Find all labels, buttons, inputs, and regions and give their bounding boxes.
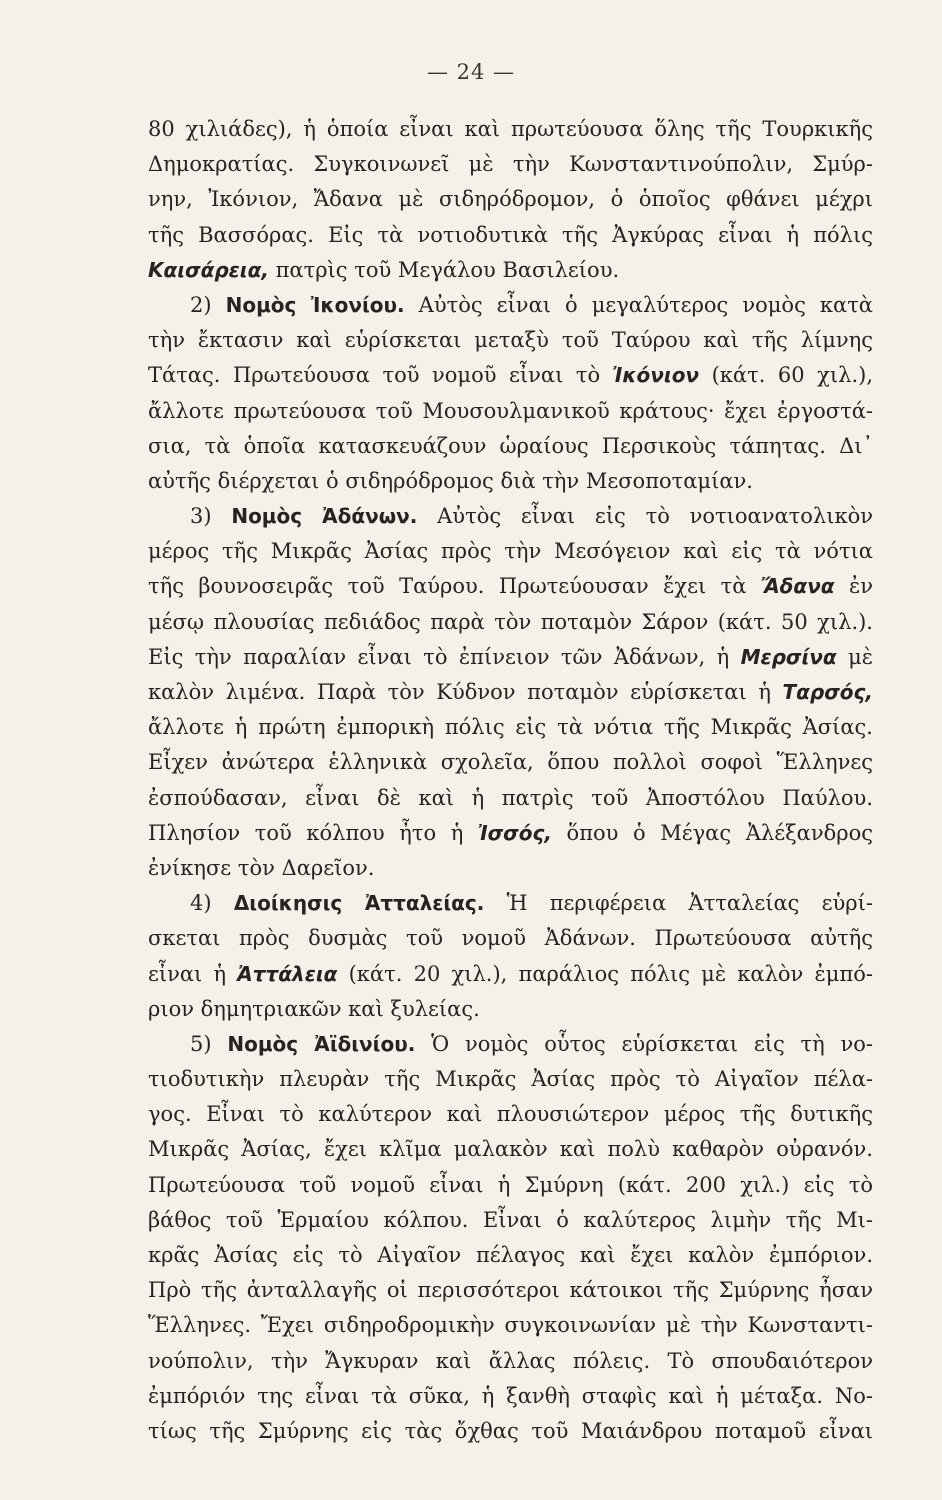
text-line [148,1379,873,1414]
text-run: Ἡ περιφέρεια Ἀτταλείας εὑρί- [484,891,873,916]
text-run: τὴν ἔκτασιν καὶ εὑρίσκεται μεταξὺ τοῦ Ταύρου καὶ τῆς λίμνης [148,328,873,353]
text-run: νην, Ἰκόνιον, Ἄδανα μὲ σιδηρόδρομον, ὁ ὁποῖος φθάνει μέχρι [148,187,873,212]
text-run: 4) [190,891,234,916]
text-run: Πλησίον τοῦ κόλπου ἦτο ἡ [148,820,478,845]
text-run: Πρωτεύουσα τοῦ νομοῦ εἶναι ἡ Σμύρνη (κάτ. 200 χιλ.) εἰς τὸ [148,1172,873,1197]
text-line [148,112,873,147]
text-run: (κάτ. 60 χιλ.), [699,363,873,388]
body-text [148,112,873,1449]
text-line [148,957,873,992]
text-run: σια, τὰ ὁποῖα κατασκευάζουν ὡραίους Περσικοὺς τάπητας. Δι᾿ [148,433,873,458]
text-line [148,992,873,1027]
text-run: (κάτ. 20 χιλ.), παράλιος πόλις μὲ καλὸν ἐμπό- [337,961,873,986]
text-run: ριον δημητριακῶν καὶ ξυλείας. [148,996,480,1021]
text-line [148,675,873,710]
text-line [148,605,873,640]
text-run: νούπολιν, τὴν Ἄγκυραν καὶ ἄλλας πόλεις. Τὸ σπουδαιότερον [148,1348,873,1373]
text-line [148,147,873,182]
place-name: Ταρσός, [782,680,873,704]
section-heading: Διοίκησις Ἀτταλείας. [233,891,485,916]
section-heading: Νομὸς Ἀϊδινίου. [227,1031,416,1056]
text-run: Ἕλληνες. Ἔχει σιδηροδρομικὴν συγκοινωνίαν μὲ τὴν Κωνσταντι- [148,1313,873,1338]
text-run: Αὐτὸς εἶναι ὁ μεγαλύτερος νομὸς κατὰ [404,292,873,317]
text-line [148,886,873,921]
text-run: Μικρᾶς Ἀσίας, ἔχει κλῖμα μαλακὸν καὶ πολὺ καθαρὸν οὐρανόν. [148,1137,873,1162]
text-run: εἶναι ἡ [148,961,238,986]
text-line [148,1027,873,1062]
text-line [148,1344,873,1379]
text-line [148,182,873,217]
text-run: ἐμπόριόν της εἶναι τὰ σῦκα, ἡ ξανθὴ σταφὶς καὶ ἡ μέταξα. Νο- [148,1383,873,1408]
text-line [148,253,873,288]
text-run: ἐνίκησε τὸν Δαρεῖον. [148,855,375,880]
text-line [148,358,873,393]
text-run: Εἰς τὴν παραλίαν εἶναι τὸ ἐπίνειον τῶν Ἀδάνων, ἡ [148,644,741,669]
text-run: κρᾶς Ἀσίας εἰς τὸ Αἰγαῖον πέλαγος καὶ ἔχει καλὸν ἐμπόριον. [148,1243,873,1267]
text-run: αὐτῆς διέρχεται ὁ σιδηρόδρομος διὰ τὴν Μεσοποταμίαν. [148,468,753,493]
text-run: σκεται πρὸς δυσμὰς τοῦ νομοῦ Ἀδάνων. Πρωτεύουσα αὐτῆς [148,926,873,951]
text-run: 2) [190,292,226,317]
text-run: τιοδυτικὴν πλευρὰν τῆς Μικρᾶς Ἀσίας πρὸς τὸ Αἰγαῖον πέλα- [148,1067,873,1092]
text-run: ἄλλοτε ἡ πρώτη ἐμπορικὴ πόλις εἰς τὰ νότια τῆς Μικρᾶς Ἀσίας. [148,715,873,740]
text-run: Εἶχεν ἀνώτερα ἑλληνικὰ σχολεῖα, ὅπου πολλοὶ σοφοὶ Ἕλληνες [148,750,873,775]
place-name: Καισάρεια, [148,257,269,282]
text-run: βάθος τοῦ Ἑρμαίου κόλπου. Εἶναι ὁ καλύτερος λιμὴν τῆς Μι- [148,1207,873,1232]
text-run: Τάτας. Πρωτεύουσα τοῦ νομοῦ εἶναι τὸ [148,363,613,388]
text-run: πατρὶς τοῦ Μεγάλου Βασιλείου. [268,257,620,282]
text-line [148,710,873,745]
text-line [148,464,873,499]
text-line [148,1238,873,1273]
place-name: Μερσίνα [740,644,837,669]
text-run: μέσῳ πλουσίας πεδιάδος παρὰ τὸν ποταμὸν Σάρον (κάτ. 50 χιλ.). [148,609,873,634]
text-line [148,1273,873,1308]
section-heading: Νομὸς Ἀδάνων. [231,504,418,529]
text-line [148,1132,873,1167]
text-run: καλὸν λιμένα. Παρὰ τὸν Κύδνον ποταμὸν εὑρίσκεται ἡ [148,680,783,704]
place-name: Ἰκόνιον [612,363,700,388]
text-line [148,1062,873,1097]
text-run: 3) [190,504,232,529]
text-line [148,218,873,253]
text-line [148,640,873,675]
text-run: τῆς Βασσόρας. Εἰς τὰ νοτιοδυτικὰ τῆς Ἀγκύρας εἶναι ἡ πόλις [148,222,873,247]
text-line [148,534,873,569]
text-line [148,394,873,429]
text-run: 80 χιλιάδες), ἡ ὁποία εἶναι καὶ πρωτεύουσα ὅλης τῆς Τουρκικῆς [148,117,873,141]
text-run: τῆς βουνοσειρᾶς τοῦ Ταύρου. Πρωτεύουσαν ἔχει τὰ [148,574,761,599]
text-run: ἐν [834,574,873,599]
text-run: 5) [190,1031,228,1056]
text-line [148,429,873,464]
text-line [148,816,873,851]
text-line [148,288,873,323]
text-run: γος. Εἶναι τὸ καλύτερον καὶ πλουσιώτερον μέρος τῆς δυτικῆς [148,1102,873,1127]
text-run: Ὁ νομὸς οὗτος εὑρίσκεται εἰς τὴ νο- [415,1031,874,1056]
text-run: τίως τῆς Σμύρνης εἰς τὰς ὄχθας τοῦ Μαιάνδρου ποταμοῦ εἶναι [148,1418,873,1443]
text-run: μὲ [836,644,874,669]
text-line [148,323,873,358]
place-name: Ἰσσός, [477,820,552,845]
place-name: Ἄδανα [760,574,835,599]
text-run: Πρὸ τῆς ἀνταλλαγῆς οἱ περισσότεροι κάτοικοι τῆς Σμύρνης ἦσαν [148,1278,873,1303]
text-line [148,499,873,534]
text-line [148,1308,873,1343]
page-number: — 24 — [426,60,516,84]
text-run: ὅπου ὁ Μέγας Ἀλέξανδρος [551,820,873,845]
text-run: μέρος τῆς Μικρᾶς Ἀσίας πρὸς τὴν Μεσόγειον καὶ εἰς τὰ νότια [148,539,873,564]
text-line [148,1414,873,1449]
text-line [148,851,873,886]
text-run: ἐσπούδασαν, εἶναι δὲ καὶ ἡ πατρὶς τοῦ Ἀποστόλου Παύλου. [148,785,873,810]
text-line [148,921,873,956]
place-name: Ἀττάλεια [237,961,338,986]
text-line [148,1097,873,1132]
text-line [148,569,873,604]
text-line [148,1168,873,1203]
text-line [148,1203,873,1238]
text-line [148,781,873,816]
text-run: ἄλλοτε πρωτεύουσα τοῦ Μουσουλμανικοῦ κράτους· ἔχει ἐργοστά- [148,398,873,423]
text-run: Δημοκρατίας. Συγκοινωνεῖ μὲ τὴν Κωνσταντινούπολιν, Σμύρ- [148,152,873,177]
text-line [148,745,873,780]
text-run: Αὐτὸς εἶναι εἰς τὸ νοτιοανατολικὸν [417,504,873,529]
section-heading: Νομὸς Ἰκονίου. [225,292,405,317]
